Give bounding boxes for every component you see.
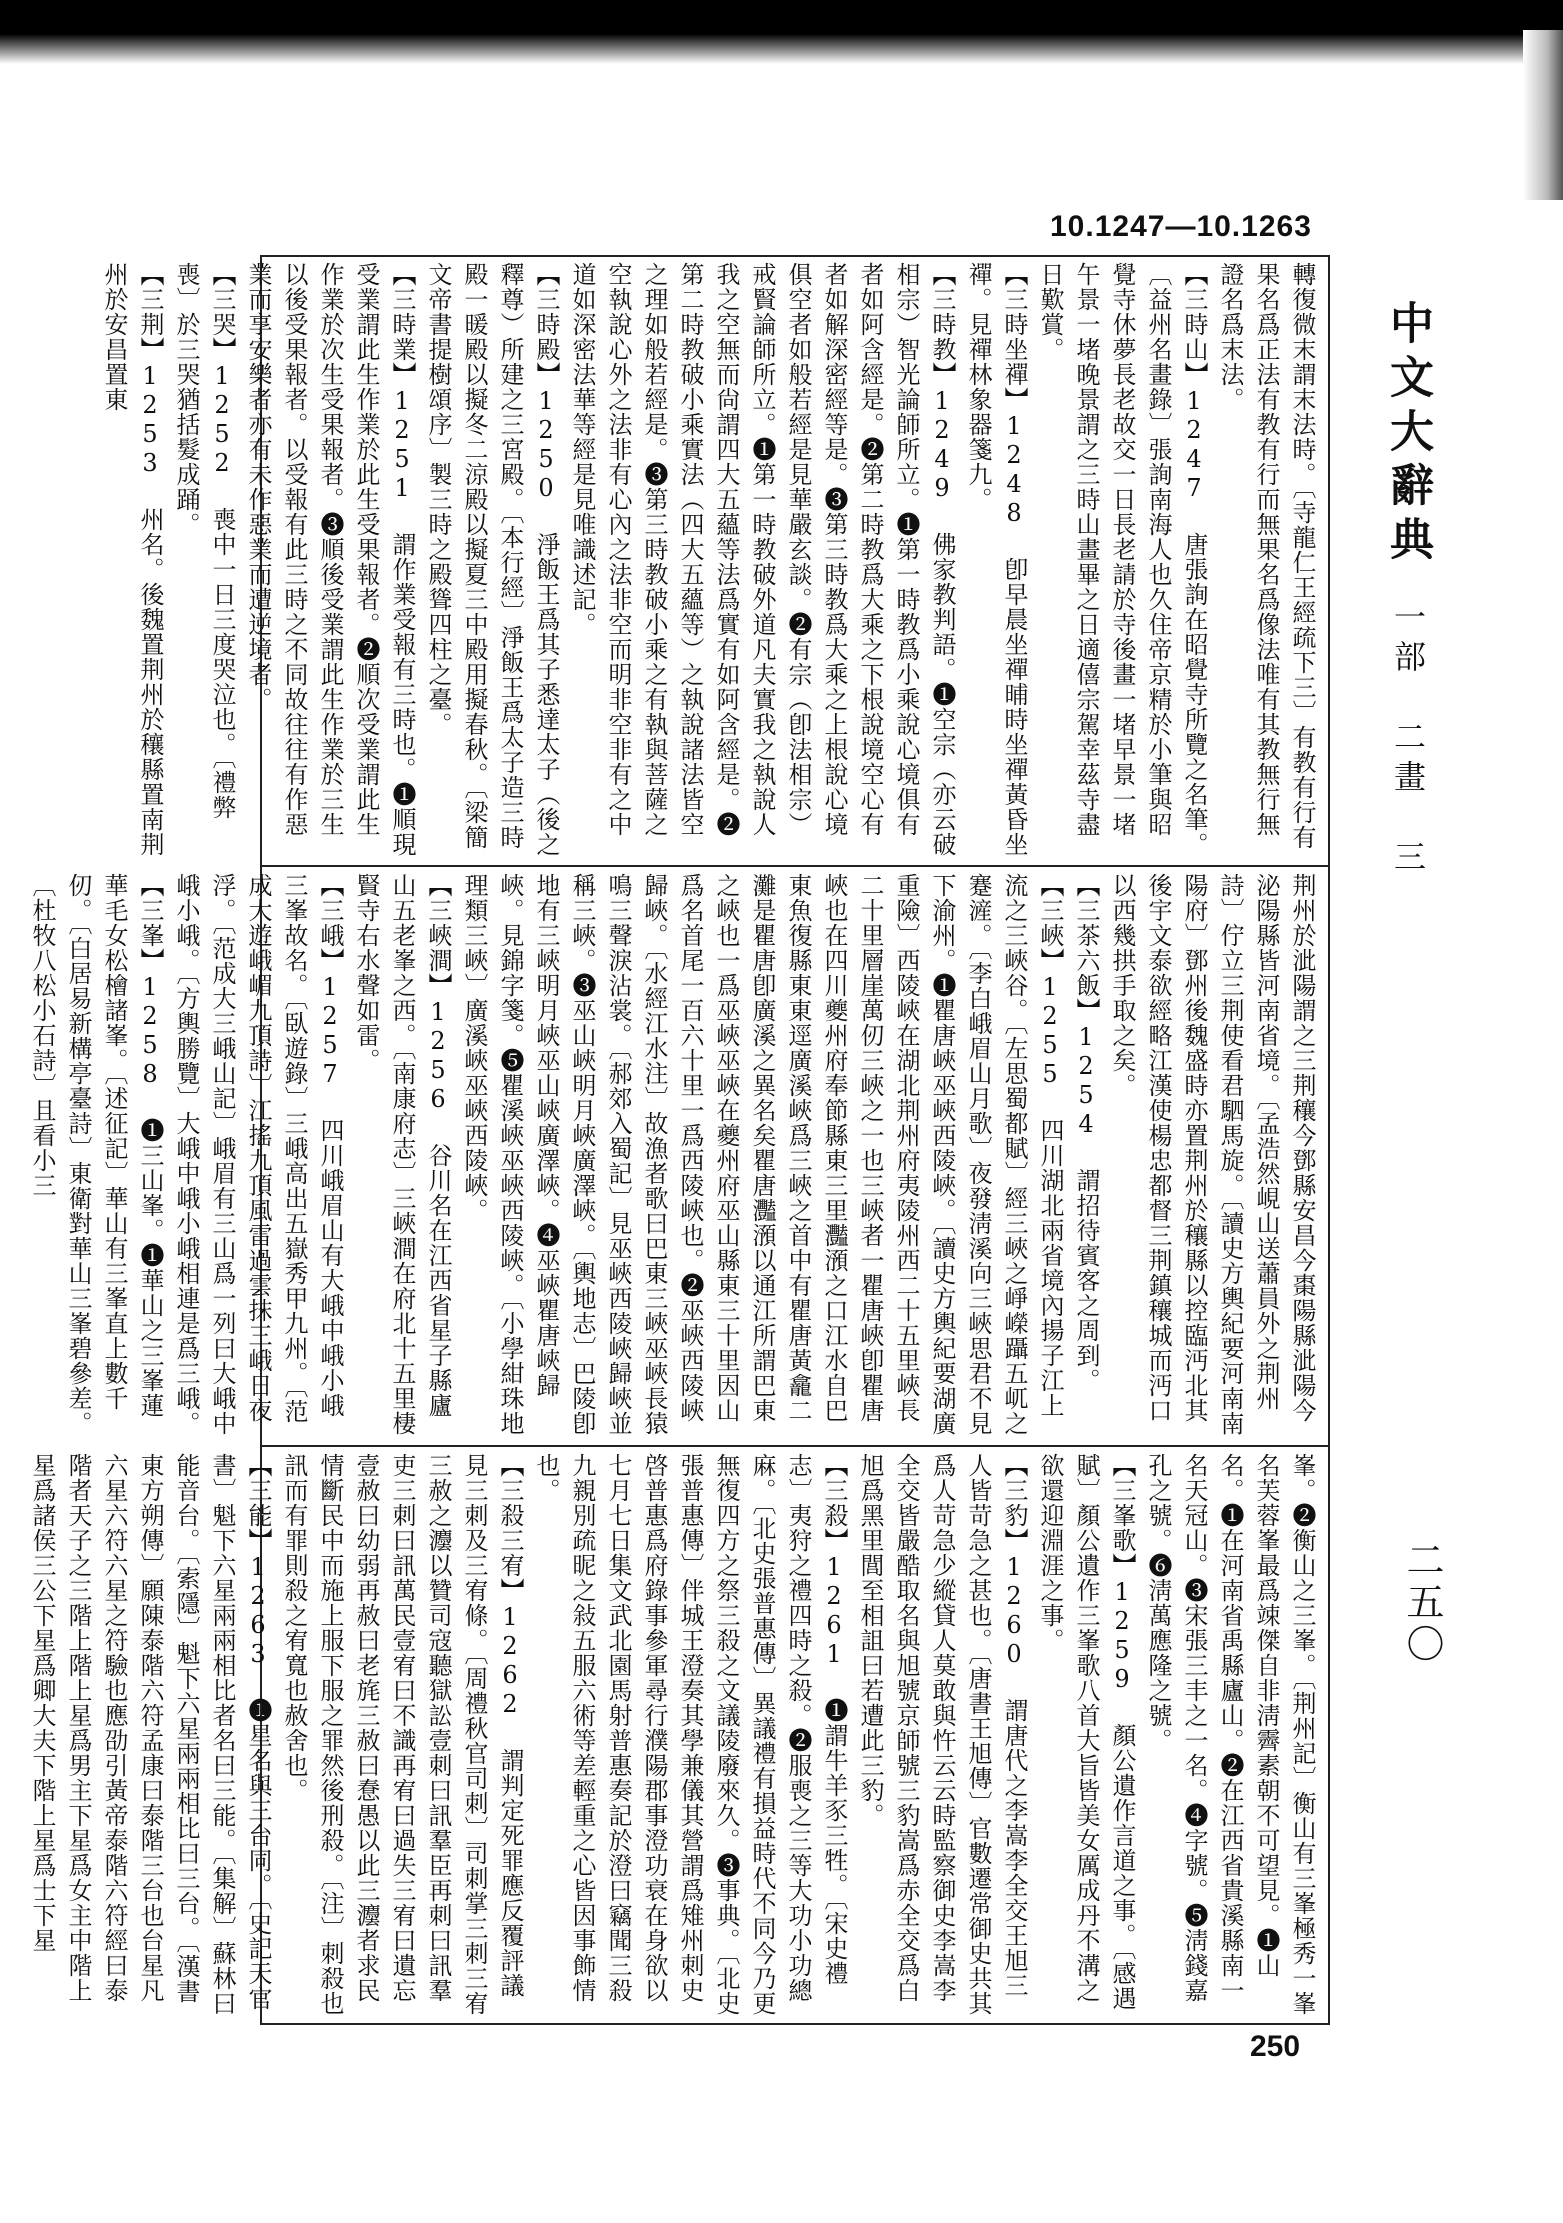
column-top xyxy=(100,262,1320,857)
entry-text: 峯。❷衡山之三峯。〔荆州記〕衡山有三峯極秀一峯名芙蓉峯最爲竦傑自非淸霽素朝不可望見。❶山名。❶在河南省禹縣廬山。❷在江西省貴溪縣南一名天冠山。❸宋張三丰之一名。❹字號。❺淸錢嘉孔之號。❻淸萬應隆之號。 xyxy=(1144,1453,1316,2016)
entry-text: 【三峨】1257 四川峨眉山有大峨中峨小峨三峯故名。〔臥遊錄〕三峨高出五嶽秀甲九州。〔范成大遊峨嵋九頂詩〕江搖九頂風雷過雲抹三峨日夜浮。〔范成大三峨山記〕峨眉有三山爲一列曰大峨中峨小峨。〔方輿勝覽〕大峨中峨小峨相連是爲三峨。 xyxy=(172,873,344,1436)
entry-text: 【三殺三宥】1262 謂判定死罪應反覆評議見三刺及三宥條。〔周禮秋官司刺〕司刺掌三刺三宥三赦之灋以贊司寇聽獄訟壹刺曰訊羣臣再刺曰訊羣吏三刺曰訊萬民壹宥曰不識再宥曰過失三宥曰遺忘壹赦曰幼弱再赦曰老旄三赦曰惷愚以此三灋者求民情斷民中而施上服下服之罪然後刑殺。〔注〕刺殺也訊而有罪則殺之宥寬也赦舍也。 xyxy=(280,1453,524,2016)
page-number-cjk: 二五〇 xyxy=(1400,1540,1444,1666)
entry-text: 【三時山】1247 唐張詢在昭覺寺所覽之名筆。〔益州名畫錄〕張詢南海人也久住帝京精於小筆與昭覺寺休夢長老故交一日長老請於寺後畫一堵早景一堵午景一堵晚景謂之三時山畫畢之日適僖宗駕幸茲寺盡日歎賞。 xyxy=(1036,262,1208,857)
entry-text: 【三豹】1260 謂唐代之李嵩李全交王旭三人皆苛急之甚也。〔唐書王旭傳〕官數遷常御史共其爲人苛急少縱貸人莫敢與忤云云時監察御史李嵩李全交皆嚴酷取名與旭號京師號三豹嵩爲赤全交爲白旭爲黑里閭至相詛曰若遭此三豹。 xyxy=(856,1453,1028,2016)
column-divider-1 xyxy=(260,865,1330,867)
radical-strokes: 一部 二畫 三 xyxy=(1389,600,1427,880)
entry-text: 【三能】1263 ❶星名與三台同。〔史記天官書〕魁下六星兩兩相比者名曰三能。〔集解〕蘇林曰能音台。〔索隱〕魁下六星兩兩相比曰三台。〔漢書東方朔傳〕願陳泰階六符孟康曰泰階三台也台星凡六星六符六星之符驗也應劭引黃帝泰階六符經曰泰階者天子之三階上階上星爲男主下星爲女主中階上星爲諸侯三公下星爲卿大夫下階上星爲士下星 xyxy=(28,1453,272,2016)
entry-text: 【三茶六飯】1254 謂招待賓客之周到。 xyxy=(1072,873,1100,1393)
scan-shadow xyxy=(0,34,1563,64)
scan-border-top xyxy=(0,0,1563,34)
entry-text: 【三峽澗】1256 谷川名在江西省星子縣廬山五老峯之西。〔南康府志〕三峽澗在府北十五里棲賢寺右水聲如雷。 xyxy=(352,873,452,1436)
column-bottom xyxy=(28,1453,1320,2018)
entry-text: 【三峯】1258 ❶三山峯。❶華山之三峯蓮華毛女松檜諸峯。〔述征記〕華山有三峯直上數千仞。〔白居易新構亭臺詩〕東衛對華山三峯碧參差。〔杜牧八松小石詩〕且看小三 xyxy=(28,873,164,1436)
entry-text: 荆州於泚陽謂之三荆穰今鄧縣安昌今棗陽縣泚陽今泌陽縣皆河南省境。〔孟浩然峴山送蕭員外之荆州詩〕佇立三荆使看君駟馬旋。〔讀史方輿紀要河南南陽府〕鄧州後魏盛時亦置荆州於穰縣以控臨沔北其後宇文泰欲經略江漢使楊忠都督三荆鎮穰城而沔口以西幾拱手取之矣。 xyxy=(1108,873,1316,1436)
entry-text: 【三殺】1261 ❶謂牛羊豕三牲。〔宋史禮志〕夷狩之禮四時之殺。❷服喪之三等大功小功總麻。〔北史張普惠傳〕異議禮有損益時代不同今乃更無復四方之祭三殺之文議陵廢來久。❸事典。〔北史張普惠傳〕伴城王澄奏其學兼儀其營謂爲雉州刺史啓普惠爲府錄事參軍尋行濮陽郡事澄功衰在身欲以七月七日集文武北園馬射普惠奏記於澄曰竊聞三殺九親別疏昵之敍五服六術等差輕重之心皆因事飾情也。 xyxy=(532,1453,848,2016)
column-divider-2 xyxy=(260,1445,1330,1447)
dictionary-title: 中文大辭典 xyxy=(1382,300,1433,570)
entry-text: 轉復微末謂末法時。〔寺龍仁王經疏下三〕有教有行有果名爲正法有教有行而無果名爲像法唯有其教無行無證名爲末法。 xyxy=(1216,262,1316,850)
column-middle xyxy=(28,873,1320,1438)
scan-edge xyxy=(1523,30,1563,200)
entry-text: 【三荆】1253 州名。後魏置荆州於穰縣置南荆州於安昌置東 xyxy=(100,262,164,857)
entry-text: 【三時業】1251 謂作業受報有三時也。❶順現受業謂此生作業於此生受果報者。❷順次受業謂此生作業於次生受果報者。❸順後受業謂此生作業於三生以後受果報者。以受報有此三時之不同故往往有作惡業而享安樂者亦有未作惡業而遭逆境者。 xyxy=(244,262,416,857)
entry-text: 【三時教】1249 佛家教判語。❶空宗（亦云破相宗）智光論師所立。❶第一時教爲小乘說心境俱有者如阿含經是。❷第二時教爲大乘之下根說境空心有者如解深密經等是。❸第三時教爲大乘之上根說心境俱空者如般若經是見華嚴玄談。❷有宗（卽法相宗）戒賢論師所立。❶第一時教破外道凡夫實我之執說人我之空無而尙謂四大五蘊等法爲實有如阿含經是。❷第二時教破小乘實法（四大五蘊等）之執說諸法皆空之理如般若經是。❸第三時教破小乘之有執與菩薩之空執說心外之法非有心內之法非空而明非空非有之中道如深密法華等經是見唯識述記。 xyxy=(568,262,956,857)
entry-text: 【三哭】1252 喪中一日三度哭泣也。〔禮弊喪〕於三哭猶括髮成踊。 xyxy=(172,262,236,820)
entry-text: 【三峽】1255 四川湖北兩省境內揚子江上流之三峽谷。〔左思蜀都賦〕經三峽之崢嶸躡五屼之蹇滻。〔李白峨眉山月歌〕夜發淸溪向三峽思君不見下渝州。❶瞿唐峽巫峽西陵峽。〔讀史方輿紀要湖廣重險〕西陵峽在湖北荆州府夷陵州西二十五里峽長二十里層崖萬仞三峽之一也三峽者一瞿唐峽卽瞿唐峽也在四川夔州府奉節縣東三里灩澦之口江水自巴東魚復縣東東逕廣溪峽爲三峽之首中有瞿唐黃龕二灘是瞿唐卽廣溪之異名矣瞿唐灩澦以通江所謂巴東之峽也一爲巫峽巫峽在夔州府巫山縣東三十里因山爲名首尾一百六十里一爲西陵峽也。❷巫峽西陵峽歸峽。〔水經江水注〕故漁者歌曰巴東三峽巫峽長猿鳴三聲淚沾裳。〔郝郊入蜀記〕見巫峽西陵峽歸峽並稱三峽。❸巫山峽明月峽廣澤峽。〔輿地志〕巴陵卽地有三峽明月峽巫山峽廣澤峽。❹巫峽瞿唐峽歸峽。見錦字箋。❺瞿溪峽巫峽西陵峽。〔小學紺珠地理類三峽〕廣溪峽巫峽西陵峽。 xyxy=(460,873,1064,1436)
entry-text: 【三時殿】1250 淨飯王爲其子悉達太子（後之釋尊）所建之三宮殿。〔本行經〕淨飯王爲太子造三時殿一暖殿以擬冬二涼殿以擬夏三中殿用擬春秋。〔梁簡文帝書提樹頌序〕製三時之殿聳四柱之臺。 xyxy=(424,262,560,857)
entry-range: 10.1247—10.1263 xyxy=(1050,210,1312,243)
page-number: 250 xyxy=(1250,2030,1301,2063)
entry-text: 【三時坐禪】1248 卽早晨坐禪晡時坐禪黃昏坐禪。見禪林象器箋九。 xyxy=(964,262,1028,857)
entry-text: 【三峯歌】1259 顏公遺作言道之事。〔感遇賦〕顏公遺作三峯歌八首大旨皆美女厲成丹不溝之欲還迎淵涯之事。 xyxy=(1036,1453,1136,2011)
